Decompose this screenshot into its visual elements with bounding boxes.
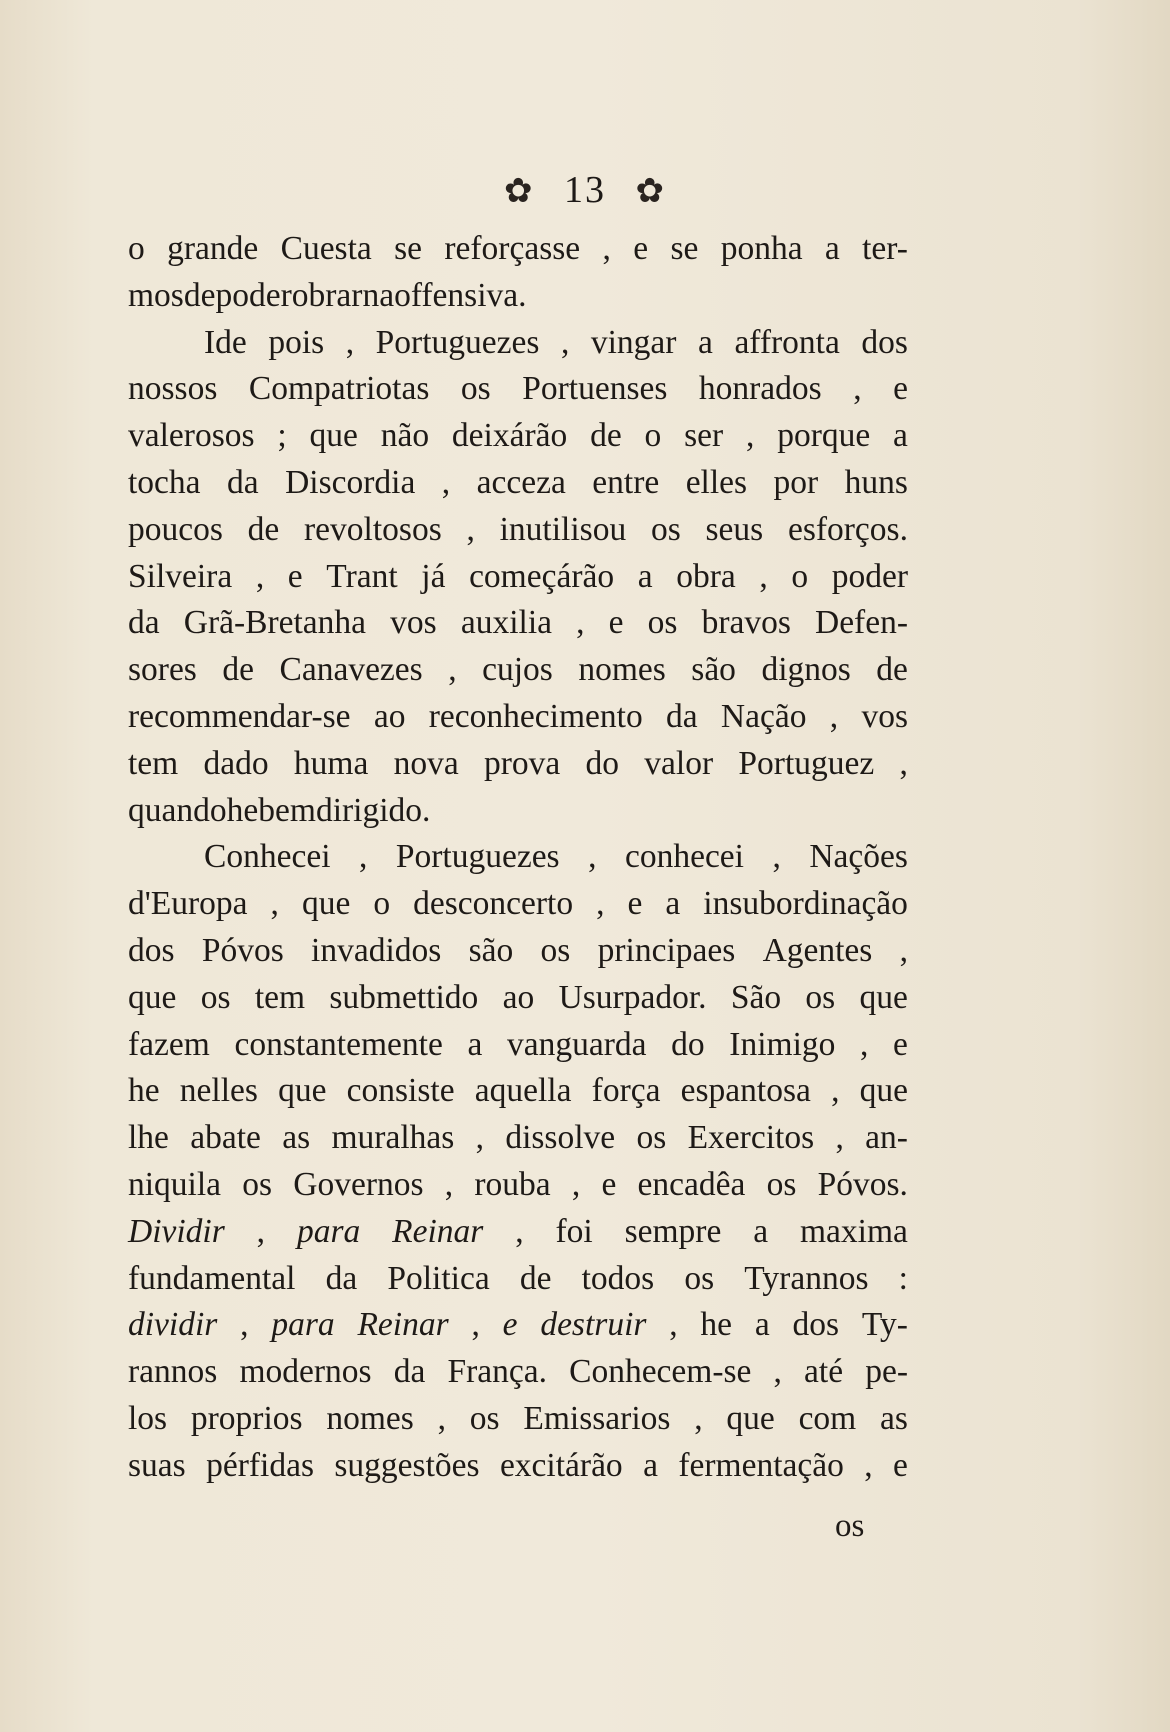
word: ,: [745, 417, 755, 455]
word: ,: [448, 651, 457, 689]
word: vingar: [590, 323, 677, 361]
text-line: [128, 1162, 908, 1209]
word: e: [633, 230, 649, 267]
italic-word: para: [296, 1212, 361, 1250]
word: os: [647, 604, 678, 642]
word: obrar: [291, 276, 363, 314]
word: que: [301, 885, 351, 923]
word: revoltosos: [304, 510, 442, 548]
word: insubordinação: [703, 885, 908, 923]
word: do: [585, 744, 620, 782]
word: ,: [359, 838, 368, 876]
word: cujos: [482, 651, 553, 689]
word: ,: [772, 838, 781, 876]
text-line: [128, 507, 908, 554]
word: já: [421, 557, 446, 595]
word: Usurpador.: [558, 978, 707, 1016]
word: bravos: [701, 604, 791, 642]
word: valor: [644, 744, 714, 782]
word: ,: [864, 1446, 873, 1484]
word: as: [880, 1399, 908, 1437]
text-line: [128, 834, 908, 881]
word: que: [859, 1072, 908, 1110]
word: dos: [861, 323, 908, 361]
word: a: [824, 230, 840, 267]
word: ao: [373, 697, 406, 735]
word: todos: [581, 1259, 655, 1297]
word: a: [467, 1025, 483, 1063]
word: ,: [475, 1119, 484, 1157]
body-text: [128, 226, 908, 1490]
page-number: 13: [564, 169, 606, 211]
word: mos: [128, 276, 184, 314]
text-line: [128, 273, 908, 320]
word: tem: [254, 978, 306, 1016]
word: da: [227, 463, 259, 501]
word: Portuenses: [522, 370, 668, 408]
word: ,: [831, 1072, 840, 1110]
word: sempre: [624, 1212, 722, 1250]
word: constantemente: [234, 1025, 443, 1063]
word: ,: [773, 1353, 782, 1391]
word: principaes: [597, 931, 736, 969]
word: foi: [555, 1212, 593, 1250]
word: de: [247, 510, 280, 548]
word: são: [468, 931, 514, 969]
word: Póvos: [201, 931, 284, 969]
word: invadidos: [311, 931, 442, 969]
text-line: [128, 600, 908, 647]
word: tocha: [128, 463, 201, 501]
word: ,: [441, 463, 451, 501]
word: ,: [471, 1306, 480, 1344]
text-line: [128, 1443, 908, 1490]
word: ,: [515, 1212, 524, 1250]
text-line: [128, 1068, 908, 1115]
word: deixárão: [451, 417, 568, 455]
word: Ide: [204, 323, 247, 361]
word: na: [362, 276, 395, 314]
word: affronta: [734, 323, 840, 361]
word: França.: [447, 1353, 547, 1391]
word: poder: [215, 276, 292, 314]
word: Nação: [720, 697, 807, 735]
word: e: [627, 885, 643, 923]
word: he: [226, 791, 259, 829]
word: Grã-Bretanha: [183, 604, 367, 642]
flower-ornament-icon: ✿: [504, 173, 535, 210]
word: Compatriotas: [248, 370, 430, 408]
word: os: [460, 370, 491, 408]
word: são: [691, 651, 736, 689]
word: rouba: [474, 1165, 551, 1203]
italic-word: destruir: [540, 1306, 647, 1344]
page-header: [0, 168, 1170, 212]
word: seus: [705, 510, 764, 548]
text-line: [128, 1396, 908, 1443]
word: sores: [128, 651, 197, 689]
word: Inimigo: [729, 1025, 836, 1063]
word: entre: [592, 463, 660, 501]
word: os: [540, 931, 571, 969]
word: fundamental: [128, 1259, 296, 1297]
word: São: [730, 978, 782, 1016]
word: e: [893, 1025, 908, 1063]
word: ,: [444, 1165, 454, 1203]
word: ,: [835, 1119, 844, 1157]
word: espantosa: [680, 1072, 811, 1110]
word: os: [469, 1399, 500, 1437]
word: ,: [576, 604, 585, 642]
word: da: [325, 1259, 358, 1297]
italic-word: dividir: [128, 1306, 218, 1344]
word: ,: [466, 510, 475, 548]
word: lhe: [128, 1119, 169, 1157]
word: se: [670, 230, 699, 267]
word: a: [893, 417, 908, 455]
word: e: [893, 1446, 908, 1484]
italic-word: Dividir: [128, 1212, 225, 1250]
word: os: [650, 510, 681, 548]
word: ,: [588, 838, 597, 876]
word: dirigido.: [315, 791, 431, 829]
word: grande: [167, 230, 259, 267]
word: he: [700, 1306, 733, 1344]
italic-word: e: [502, 1306, 518, 1344]
word: nossos: [128, 370, 218, 408]
word: huma: [293, 744, 369, 782]
word: Póvos.: [817, 1165, 908, 1203]
word: Portuguez: [738, 744, 875, 782]
text-line: [128, 413, 908, 460]
text-line: [128, 1349, 908, 1396]
word: Politica: [387, 1259, 490, 1297]
word: por: [773, 463, 819, 501]
word: o: [644, 417, 662, 455]
word: rannos: [128, 1353, 218, 1391]
italic-word: Reinar: [392, 1212, 484, 1250]
word: vanguarda: [507, 1025, 647, 1063]
word: ,: [437, 1399, 446, 1437]
word: he: [128, 1072, 160, 1110]
word: Emissarios: [523, 1399, 671, 1437]
text-line: [128, 1302, 908, 1349]
word: ,: [240, 1306, 249, 1344]
word: que: [278, 1072, 327, 1110]
text-line: [128, 881, 908, 928]
italic-word: Reinar: [357, 1306, 449, 1344]
text-line: [128, 460, 908, 507]
word: ,: [759, 557, 768, 595]
word: abate: [190, 1119, 261, 1157]
word: ,: [560, 323, 570, 361]
word: huns: [844, 463, 908, 501]
word: e: [893, 370, 908, 408]
word: ,: [694, 1399, 703, 1437]
text-line: [128, 788, 908, 835]
word: a: [643, 1446, 658, 1484]
text-line: [128, 226, 908, 273]
word: muralhas: [331, 1119, 455, 1157]
word: começárão: [469, 557, 615, 595]
word: Trant: [326, 557, 398, 595]
word: ,: [602, 230, 611, 267]
word: o: [373, 885, 391, 923]
word: Governos: [293, 1165, 424, 1203]
word: as: [282, 1119, 311, 1157]
word: ,: [853, 370, 862, 408]
word: :: [898, 1259, 908, 1297]
word: prova: [483, 744, 561, 782]
word: ;: [277, 417, 287, 455]
word: Discordia: [285, 463, 416, 501]
word: a: [665, 885, 681, 923]
word: Conhecem-se: [569, 1353, 752, 1391]
word: da: [393, 1353, 426, 1391]
word: Conhecei: [204, 838, 331, 876]
text-line: [128, 1256, 908, 1303]
word: de: [590, 417, 622, 455]
word: ao: [502, 978, 535, 1016]
text-line: [128, 366, 908, 413]
word: ,: [899, 931, 908, 969]
word: ponha: [720, 230, 803, 267]
word: nova: [393, 744, 459, 782]
word: a: [753, 1212, 769, 1250]
word: auxilia: [460, 604, 553, 642]
word: ,: [829, 697, 839, 735]
word: da: [666, 697, 698, 735]
word: Exercitos: [687, 1119, 815, 1157]
word: d'Europa: [128, 885, 248, 923]
word: força: [591, 1072, 661, 1110]
word: nomes: [578, 651, 666, 689]
word: não: [380, 417, 430, 455]
word: vos: [861, 697, 908, 735]
word: maxima: [799, 1212, 908, 1250]
word: reconhecimento: [428, 697, 643, 735]
word: e: [601, 1165, 617, 1203]
word: modernos: [239, 1353, 372, 1391]
word: reforçasse: [444, 230, 581, 267]
word: acceza: [476, 463, 566, 501]
word: ter-: [862, 230, 908, 267]
word: os: [766, 1165, 797, 1203]
text-line: [128, 554, 908, 601]
word: de: [183, 276, 216, 314]
word: conhecei: [624, 838, 744, 876]
word: aquella: [474, 1072, 572, 1110]
word: an-: [865, 1119, 908, 1157]
word: Silveira: [128, 557, 233, 595]
word: os: [242, 1165, 273, 1203]
word: a: [754, 1306, 770, 1344]
word: esforços.: [787, 510, 908, 548]
word: quando: [128, 791, 227, 829]
word: Portuguezes: [395, 838, 560, 876]
word: niquila: [128, 1165, 222, 1203]
word: os: [200, 978, 231, 1016]
word: elles: [685, 463, 748, 501]
word: honrados: [698, 370, 822, 408]
word: o: [128, 230, 145, 267]
text-line: [128, 1115, 908, 1162]
word: encadêa: [637, 1165, 746, 1203]
word: dos: [792, 1306, 840, 1344]
word: pérfidas: [206, 1446, 314, 1484]
word: recommendar-se: [128, 697, 351, 735]
flower-ornament-icon: ✿: [635, 173, 666, 210]
word: Portuguezes: [375, 323, 540, 361]
word: pe-: [865, 1353, 908, 1391]
word: os: [684, 1259, 715, 1297]
word: excitárão: [499, 1446, 623, 1484]
word: do: [671, 1025, 705, 1063]
word: tem: [128, 744, 179, 782]
word: a: [637, 557, 653, 595]
word: de: [519, 1259, 552, 1297]
word: inutilisou: [499, 510, 627, 548]
word: desconcerto: [413, 885, 574, 923]
word: proprios: [190, 1399, 303, 1437]
word: dado: [203, 744, 269, 782]
word: que: [128, 978, 177, 1016]
word: que: [859, 978, 908, 1016]
word: ,: [270, 885, 279, 923]
text-line: [128, 1209, 908, 1256]
word: poucos: [128, 510, 223, 548]
word: valerosos: [128, 417, 255, 455]
word: Ty-: [861, 1306, 908, 1344]
italic-word: para: [271, 1306, 335, 1344]
word: los: [128, 1399, 168, 1437]
word: com: [798, 1399, 857, 1437]
word: suggestões: [334, 1446, 480, 1484]
text-line: [128, 694, 908, 741]
word: da: [128, 604, 160, 642]
word: nomes: [326, 1399, 414, 1437]
word: de: [876, 651, 908, 689]
word: offensiva.: [394, 276, 527, 314]
text-line: [128, 647, 908, 694]
word: dissolve: [505, 1119, 616, 1157]
word: a: [698, 323, 713, 361]
word: e: [608, 604, 624, 642]
word: ser: [684, 417, 724, 455]
word: de: [222, 651, 254, 689]
word: nelles: [179, 1072, 258, 1110]
text-line: [128, 741, 908, 788]
word: que: [309, 417, 358, 455]
word: ,: [860, 1025, 869, 1063]
word: os: [805, 978, 836, 1016]
word: fazem: [128, 1025, 210, 1063]
word: submettido: [329, 978, 479, 1016]
word: porque: [777, 417, 871, 455]
word: Tyrannos: [744, 1259, 869, 1297]
word: ,: [596, 885, 605, 923]
text-line: [128, 928, 908, 975]
word: dos: [128, 931, 175, 969]
word: bem: [258, 791, 316, 829]
word: ,: [571, 1165, 581, 1203]
word: suas: [128, 1446, 186, 1484]
word: dignos: [761, 651, 851, 689]
word: o: [791, 557, 809, 595]
word: se: [394, 230, 423, 267]
word: Canavezes: [279, 651, 423, 689]
word: os: [636, 1119, 667, 1157]
word: Agentes: [762, 931, 873, 969]
word: vos: [390, 604, 437, 642]
word: e: [287, 557, 303, 595]
word: Nações: [809, 838, 908, 876]
word: Defen-: [815, 604, 908, 642]
text-line: [128, 1022, 908, 1069]
word: consiste: [346, 1072, 455, 1110]
word: ,: [345, 323, 355, 361]
word: ,: [669, 1306, 678, 1344]
word: fermentação: [678, 1446, 844, 1484]
word: até: [804, 1353, 844, 1391]
word: ,: [256, 1212, 266, 1250]
word: que: [726, 1399, 775, 1437]
word: ,: [899, 744, 908, 782]
word: ,: [255, 557, 265, 595]
word: poder: [831, 557, 908, 595]
text-line: [128, 320, 908, 367]
word: pois: [268, 323, 325, 361]
text-line: [128, 975, 908, 1022]
word: obra: [676, 557, 736, 595]
catchword: os: [835, 1508, 865, 1544]
word: Cuesta: [280, 230, 372, 267]
